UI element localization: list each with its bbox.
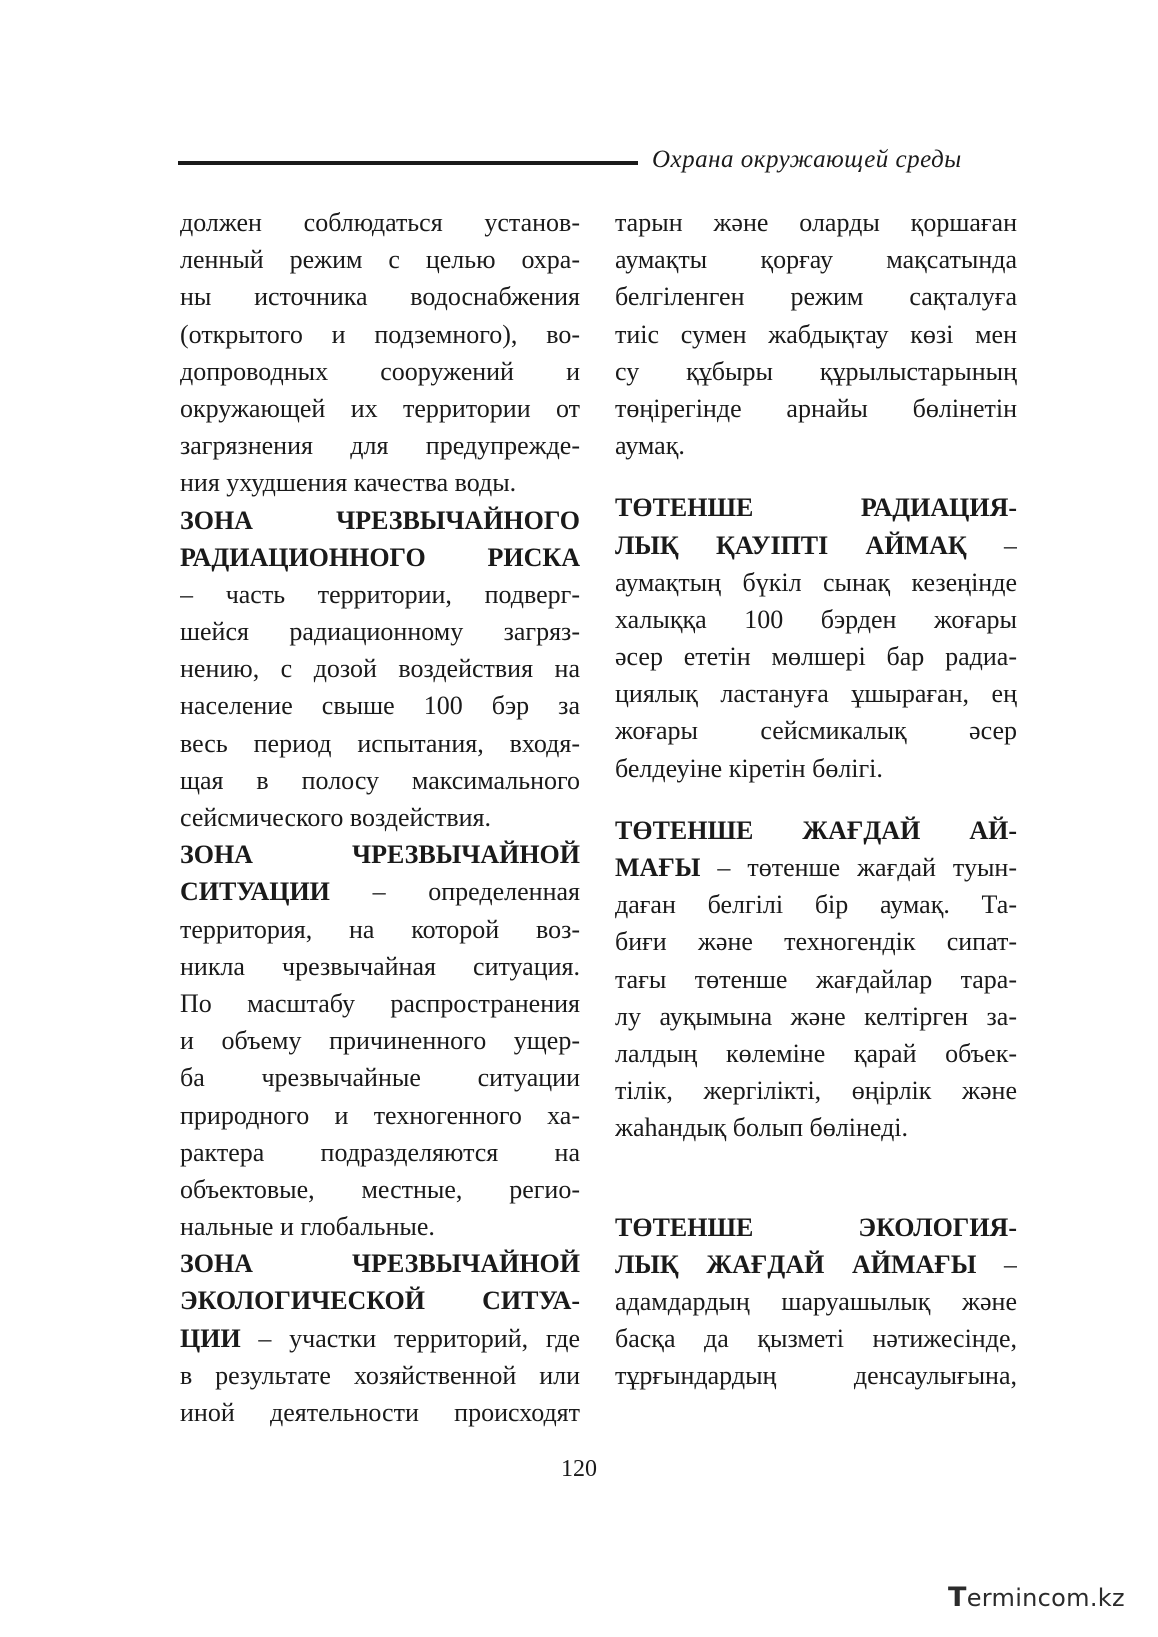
text-line: биғи және техногендік сипат- xyxy=(615,927,1017,957)
text-line: лалдың көлеміне қарай объек- xyxy=(615,1038,1017,1068)
header-rule xyxy=(178,161,638,165)
running-header-title: Охрана окружающей среды xyxy=(652,146,962,173)
text-line: тиіс сумен жабдықтау көзі мен xyxy=(615,319,1017,349)
text-line: По масштабу распространения xyxy=(180,988,580,1018)
text-line: объектовые, местные, регио- xyxy=(180,1174,580,1204)
text-line: төңірегінде арнайы бөлінетін xyxy=(615,393,1017,423)
text-line: иной деятельности происходят xyxy=(180,1398,580,1427)
text-line: население свыше 100 бэр за xyxy=(180,691,580,721)
text-line: ленный режим с целью охра- xyxy=(180,245,580,275)
text-line: и объему причиненного ущер- xyxy=(180,1026,580,1056)
page-number: 120 xyxy=(561,1456,597,1482)
text-line: тарын және оларды қоршаған xyxy=(615,208,1017,237)
term-heading: МАҒЫ xyxy=(615,853,701,882)
text-line: халыққа 100 бэрден жоғары xyxy=(615,604,1017,634)
text-line: аумақтың бүкіл сынақ кезеңінде xyxy=(615,567,1017,597)
text-line: должен соблюдаться установ- xyxy=(180,208,580,237)
text-line xyxy=(615,849,1017,886)
text-line: территория, на которой воз- xyxy=(180,914,580,944)
text-line: тағы төтенше жағдайлар тара- xyxy=(615,964,1017,994)
term-heading: ТӨТЕНШЕ ЭКОЛОГИЯ- xyxy=(615,1212,1017,1242)
text-line: допроводных сооружений и xyxy=(180,356,580,386)
spacer xyxy=(615,464,1017,489)
spacer xyxy=(615,787,1017,812)
term-dash: – определенная xyxy=(329,877,580,907)
text-line: загрязнения для предупрежде- xyxy=(180,431,580,461)
text-line: су құбыры құрылыстарының xyxy=(615,356,1017,386)
text-line: окружающей их территории от xyxy=(180,393,580,423)
right-column xyxy=(615,204,1017,1394)
term-heading: СИТУАЦИИ xyxy=(180,877,330,907)
text-line: аумақты қорғау мақсатында xyxy=(615,245,1017,275)
text-line: белдеуіне кіретін бөлігі. xyxy=(615,753,883,783)
term-heading: ЗОНА ЧРЕЗВЫЧАЙНОЙ xyxy=(180,1249,580,1279)
text-line: сейсмического воздействия. xyxy=(180,803,491,832)
text-line: в результате хозяйственной или xyxy=(180,1360,580,1390)
term-dash: – участки территорий, где xyxy=(240,1323,580,1353)
watermark-initial: T xyxy=(948,1582,967,1613)
text-line: тілік, жергілікті, өңірлік және xyxy=(615,1076,1017,1106)
term-heading: ЗОНА ЧРЕЗВЫЧАЙНОЙ xyxy=(180,840,580,870)
text-line: ба чрезвычайные ситуации xyxy=(180,1063,580,1093)
text-line: жоғары сейсмикалық әсер xyxy=(615,716,1017,746)
text-line: адамдардың шаруашылық және xyxy=(615,1286,1017,1316)
text-line: лу ауқымына және келтірген за- xyxy=(615,1001,1017,1031)
text-line xyxy=(180,873,580,910)
text-line: никла чрезвычайная ситуация. xyxy=(180,951,580,981)
text-line: щая в полосу максимального xyxy=(180,765,580,795)
text-line: әсер ететін мөлшері бар радиа- xyxy=(615,642,1017,672)
text-line xyxy=(615,1246,1017,1283)
text-line: (открытого и подземного), во- xyxy=(180,319,580,349)
term-heading: ЗОНА ЧРЕЗВЫЧАЙНОГО xyxy=(180,505,580,535)
watermark-text: ermincom.kz xyxy=(966,1584,1125,1612)
term-heading: ЛЫҚ ҚАУІПТІ АЙМАҚ xyxy=(615,530,967,560)
text-line: белгіленген режим сақталуға xyxy=(615,282,1017,312)
site-watermark xyxy=(948,1582,1125,1613)
text-line: нальные и глобальные. xyxy=(180,1212,435,1242)
text-line: ния ухудшения качества воды. xyxy=(180,468,517,498)
text-line: тұрғындардың денсаулығына, xyxy=(615,1361,1017,1391)
text-line: – часть территории, подверг- xyxy=(180,579,580,609)
text-line: даған белгілі бір аумақ. Та- xyxy=(615,890,1017,920)
term-heading: РАДИАЦИОННОГО РИСКА xyxy=(180,542,580,572)
text-line: природного и техногенного ха- xyxy=(180,1100,580,1130)
term-heading: ТӨТЕНШЕ ЖАҒДАЙ АЙ- xyxy=(615,815,1017,845)
text-line: нению, с дозой воздействия на xyxy=(180,654,580,684)
text-line: шейся радиационному загряз- xyxy=(180,617,580,647)
text-line: аумақ. xyxy=(615,431,685,461)
left-column xyxy=(180,204,580,1431)
term-dash: – xyxy=(966,530,1017,560)
text-line xyxy=(615,527,1017,564)
term-dash: – xyxy=(976,1249,1017,1279)
spacer xyxy=(615,1147,1017,1209)
text-line: ны источника водоснабжения xyxy=(180,282,580,312)
text-line: весь период испытания, входя- xyxy=(180,728,580,758)
term-heading: ЛЫҚ ЖАҒДАЙ АЙМАҒЫ xyxy=(615,1249,977,1279)
text-line xyxy=(180,1320,580,1357)
text-line: рактера подразделяются на xyxy=(180,1137,580,1167)
term-dash: – төтенше жағдай туын- xyxy=(700,853,1017,882)
text-line: басқа да қызметі нәтижесінде, xyxy=(615,1324,1017,1354)
term-heading: ЭКОЛОГИЧЕСКОЙ СИТУА- xyxy=(180,1286,580,1316)
term-heading: ЦИИ xyxy=(180,1323,241,1353)
text-line: циялық ластануға ұшыраған, ең xyxy=(615,679,1017,709)
text-line: жаһандық болып бөлінеді. xyxy=(615,1113,909,1143)
term-heading: ТӨТЕНШЕ РАДИАЦИЯ- xyxy=(615,493,1017,523)
